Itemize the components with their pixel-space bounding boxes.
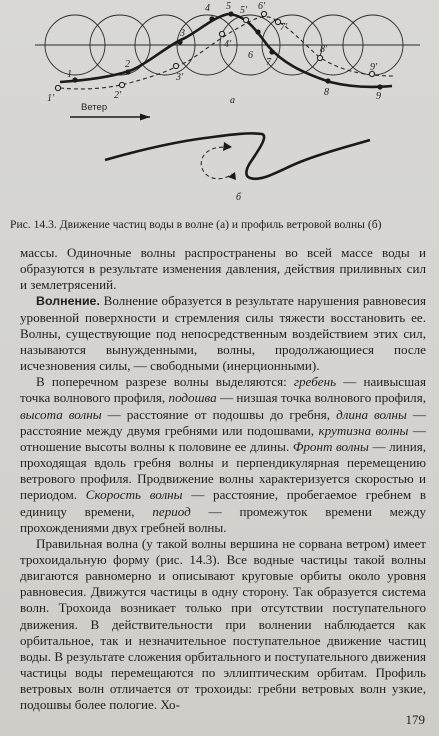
text-run: — наивысшая точка волнового профиля, [20,374,426,406]
point-label: 2 [125,59,130,70]
paragraph-heading: Волнение. [36,294,100,309]
point-label-prime: 5' [240,5,248,16]
paragraph [20,374,426,536]
text-run: — расстояние, пробегаемое гребнем в единицу времени, [20,487,426,519]
text-run: Правильная волна (у такой волны вершина не сорвана ветром) имеет трохоидальную форму (рис. 14.3). Все водные частицы такой волны двигаются равномерно и описывают круговые орбиты около уровня равновесия. Движутся частицы в одну сторону. Так образуется система волн. Трохоида возникает только при отсутствии поступательного движения. В действительности при волнении наблюдается как орбитальное, так и незначительное поступательное движение частиц воды. В результате сложения орбитального и поступательного движения частицы воды перемещаются по эллиптическим орбитам. Профиль ветровых волн отличается от трохоиды: гребни ветровых волн узкие, подошвы более пологие. Хо- [20,535,426,713]
paragraph [20,293,426,374]
point-label-prime: 2' [114,90,122,101]
term: гребень [293,374,337,390]
text-run: Волнение образуется в результате нарушения равновесия уровенной поверхности и стремления силы тяжести восстановить ее. Волны, существующие под непосредственным воздействием этих сил, называются вынужденными, волны, продолжающиеся после исчезновения силы, — свободными (инерционными). [20,293,426,374]
point-label: 9 [376,91,381,102]
wave-diagram [0,0,439,210]
term: длина волны [336,406,407,422]
term: период [152,503,191,519]
text-run: — линия, проходящая вдоль гребня волны и перпендикулярная перемещению ветрового профиля. Продвижение волны характеризуется скоростью и периодом. [20,438,427,503]
text-run: — расстояние от подошвы до гребня, [101,406,337,422]
point-label: 3 [180,28,185,39]
panel-label-b: б [236,192,242,203]
point-label: 8 [324,87,329,98]
figure-caption: Рис. 14.3. Движение частиц воды в волне (а) и профиль ветровой волны (б) [10,218,382,231]
term: Фронт волны [292,438,369,454]
point-label: 7 [266,57,271,68]
text-run: В поперечном разрезе волны выделяются: [36,374,294,390]
figure-14-3 [0,0,439,210]
paragraph [20,245,426,293]
paragraph [20,536,426,714]
panel-label-a: а [230,95,235,106]
point-label: 1 [67,69,72,80]
wind-label: Ветер [81,102,108,113]
point-label-prime: 7' [280,22,288,33]
point-label-prime: 6' [258,1,266,12]
text-run: массы. Одиночные волны распространены во всей массе воды и образуются в результате изменения давления, действия приливных сил и землетрясений. [20,245,426,293]
wind-arrow-icon [70,114,150,121]
point-label-prime: 1' [47,93,55,104]
wave-profile-dashed [60,17,395,89]
wave-profile-solid [60,14,392,87]
term: подошва [168,390,217,406]
text-run: — промежуток времени между прохождениями двух гребней волны. [20,503,426,535]
point-label: 6 [248,50,253,61]
point-label-prime: 4' [224,39,232,50]
point-label-prime: 9' [370,62,378,73]
term: Скорость волны [85,487,183,503]
term: крутизна волны [318,422,409,438]
text-run: — расстояние между двумя гребнями или подошвами, [20,406,426,438]
text-run: — отношение высоты волны к половине ее длины. [20,422,427,454]
wind-wave-profile [105,133,370,203]
term: высота волны [20,406,102,422]
point-label-prime: 8' [320,44,328,55]
body-text [20,245,426,714]
point-label: 4 [205,3,210,14]
text-run: — низшая точка волнового профиля, [216,390,426,406]
point-label-prime: 3' [176,72,184,83]
page-number: 179 [405,712,425,727]
point-label: 5 [226,1,231,12]
